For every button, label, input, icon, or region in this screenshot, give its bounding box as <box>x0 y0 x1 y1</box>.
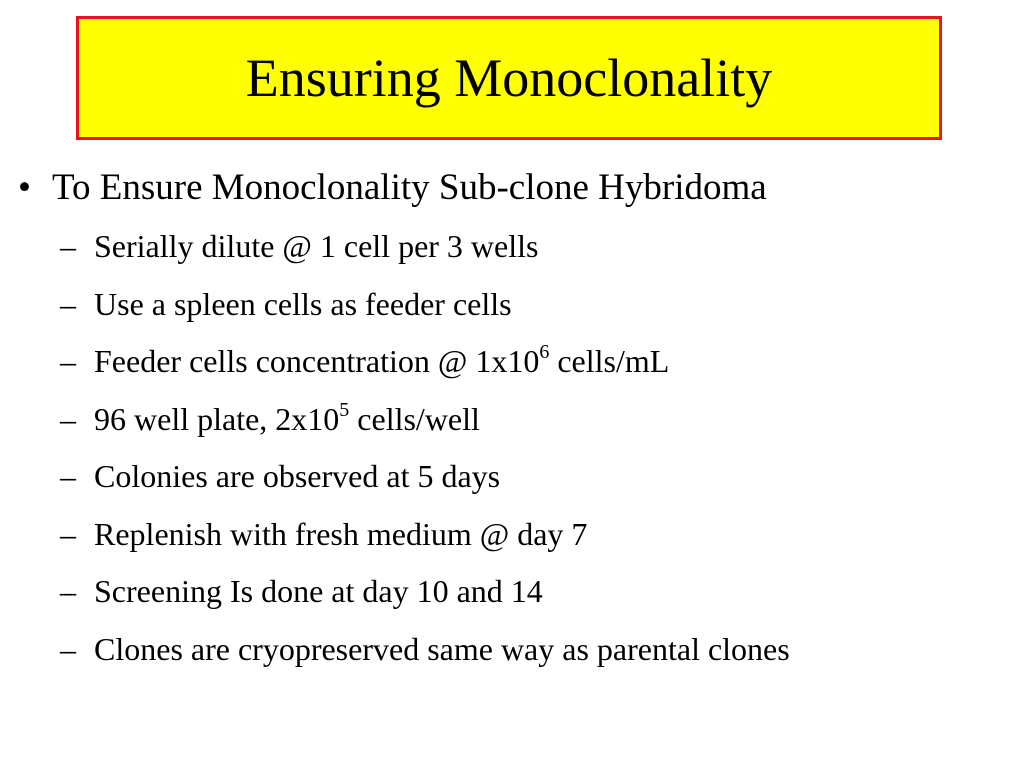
dash-icon: – <box>60 228 76 264</box>
superscript-exponent: 6 <box>539 341 550 364</box>
sub-bullet-text: Colonies are observed at 5 days <box>94 458 501 494</box>
sub-bullet-plate <box>60 398 790 459</box>
sub-bullet-text <box>94 343 669 380</box>
sub-bullet-colonies <box>60 458 790 516</box>
slide-title-box <box>76 16 942 140</box>
sub-bullet-text: Serially dilute @ 1 cell per 3 wells <box>94 228 539 264</box>
sub-bullet-concentration <box>60 343 790 401</box>
bullet-dot-icon: • <box>18 167 31 208</box>
sub-bullet-text: Screening Is done at day 10 and 14 <box>94 573 543 609</box>
superscript-exponent: 5 <box>339 398 350 421</box>
dash-icon: – <box>60 343 76 379</box>
sub-bullet-replenish <box>60 516 790 574</box>
sub-bullet-list <box>60 228 790 688</box>
sub-bullet-cryopreserved <box>60 631 790 689</box>
sub-bullet-text-pre: 96 well plate, 2x10 <box>94 400 340 437</box>
sub-bullet-feeder <box>60 286 790 344</box>
slide-title: Ensuring Monoclonality <box>245 48 773 108</box>
sub-bullet-text: Clones are cryopreserved same way as parental clones <box>94 630 790 667</box>
dash-icon: – <box>60 630 76 667</box>
sub-bullet-text <box>94 398 480 438</box>
dash-icon: – <box>60 515 76 552</box>
sub-bullet-text: Use a spleen cells as feeder cells <box>94 285 512 322</box>
sub-bullet-screening <box>60 573 790 631</box>
main-bullet <box>14 166 767 209</box>
dash-icon: – <box>60 573 76 609</box>
sub-bullet-dilute <box>60 228 790 286</box>
sub-bullet-text: Replenish with fresh medium @ day 7 <box>94 515 588 552</box>
sub-bullet-text-pre: Feeder cells concentration @ 1x10 <box>94 343 540 379</box>
sub-bullet-text-post: cells/well <box>349 400 480 437</box>
dash-icon: – <box>60 285 76 322</box>
sub-bullet-text-post: cells/mL <box>549 343 670 379</box>
main-bullet-text: To Ensure Monoclonality Sub-clone Hybridoma <box>52 167 767 208</box>
dash-icon: – <box>60 400 76 437</box>
dash-icon: – <box>60 458 76 494</box>
